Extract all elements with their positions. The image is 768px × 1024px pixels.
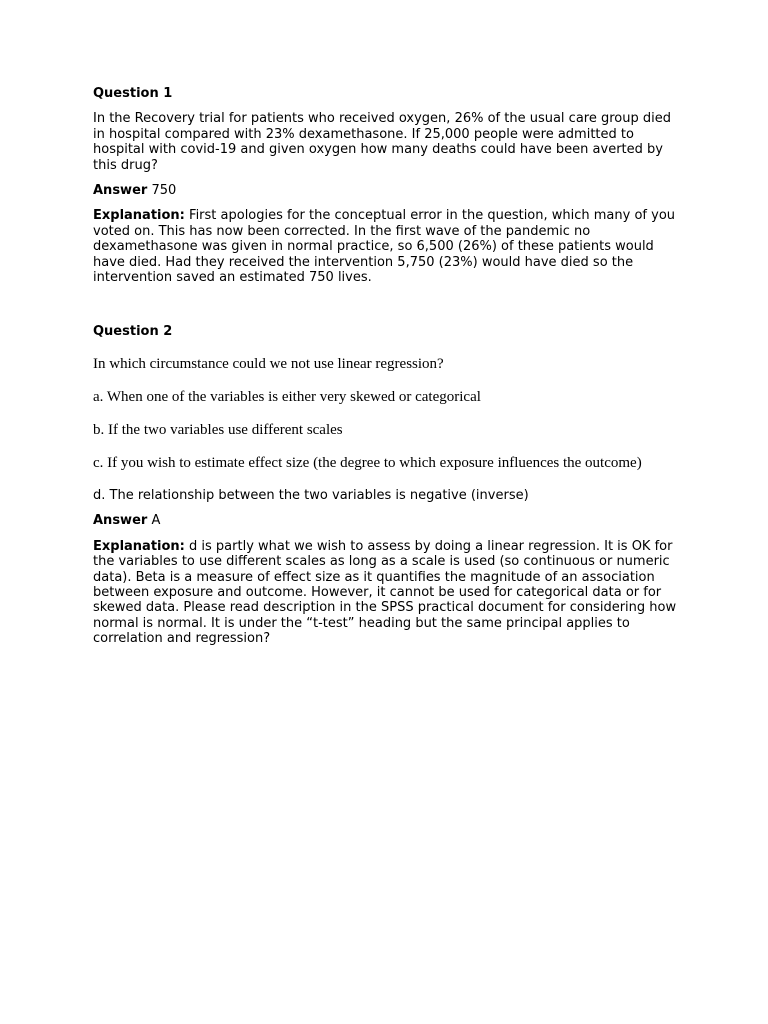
question-1-body: In the Recovery trial for patients who received oxygen, 26% of the usual care group died in hospital compared with 23% dexamethasone. If 25,000 people were admitted to hospital with covid-19 and given oxygen how many deaths could have been averted by this drug? xyxy=(93,111,671,173)
question-2-prompt: In which circumstance could we not use linear regression? xyxy=(93,355,444,372)
explanation-label: Explanation: xyxy=(93,208,185,224)
explanation-text: First apologies for the conceptual error in the question, which many of you voted on. This has now been corrected. In the first wave of the pandemic no dexamethasone was given in normal practice, so 6,500 (26%) of these patients would have died. Had they received the intervention 5,750 (23%) would have died so the intervention saved an estimated 750 lives. xyxy=(93,208,676,286)
explanation-label: Explanation: xyxy=(93,538,185,554)
question-1-explanation xyxy=(93,208,683,285)
answer-label: Answer xyxy=(93,183,148,199)
answer-label: Answer xyxy=(93,513,148,529)
answer-value: A xyxy=(151,513,161,529)
document-page xyxy=(93,86,683,647)
question-2-heading: Question 2 xyxy=(93,324,173,340)
question-1-answer xyxy=(93,183,683,198)
option-d: d. The relationship between the two variables is negative (inverse) xyxy=(93,487,529,503)
explanation-text: d is partly what we wish to assess by doing a linear regression. It is OK for the variables to use different scales as long as a scale is used (so continuous or numeric data). Beta is a measure of effect size as it quantifies the magnitude of an association between exposure and outcome. However, it cannot be used for categorical data or for skewed data. Please read description in the SPSS practical document for considering how normal is normal. It is under the “t-test” heading but the same principal applies to correlation and regression? xyxy=(93,538,677,647)
question-2-explanation xyxy=(93,539,683,647)
option-a: a. When one of the variables is either very skewed or categorical xyxy=(93,388,481,405)
question-2-answer xyxy=(93,513,683,528)
option-c: c. If you wish to estimate effect size (the degree to which exposure influences the outcome) xyxy=(93,454,642,471)
answer-value: 750 xyxy=(151,183,177,199)
question-1-heading: Question 1 xyxy=(93,86,173,101)
option-b: b. If the two variables use different scales xyxy=(93,421,343,438)
